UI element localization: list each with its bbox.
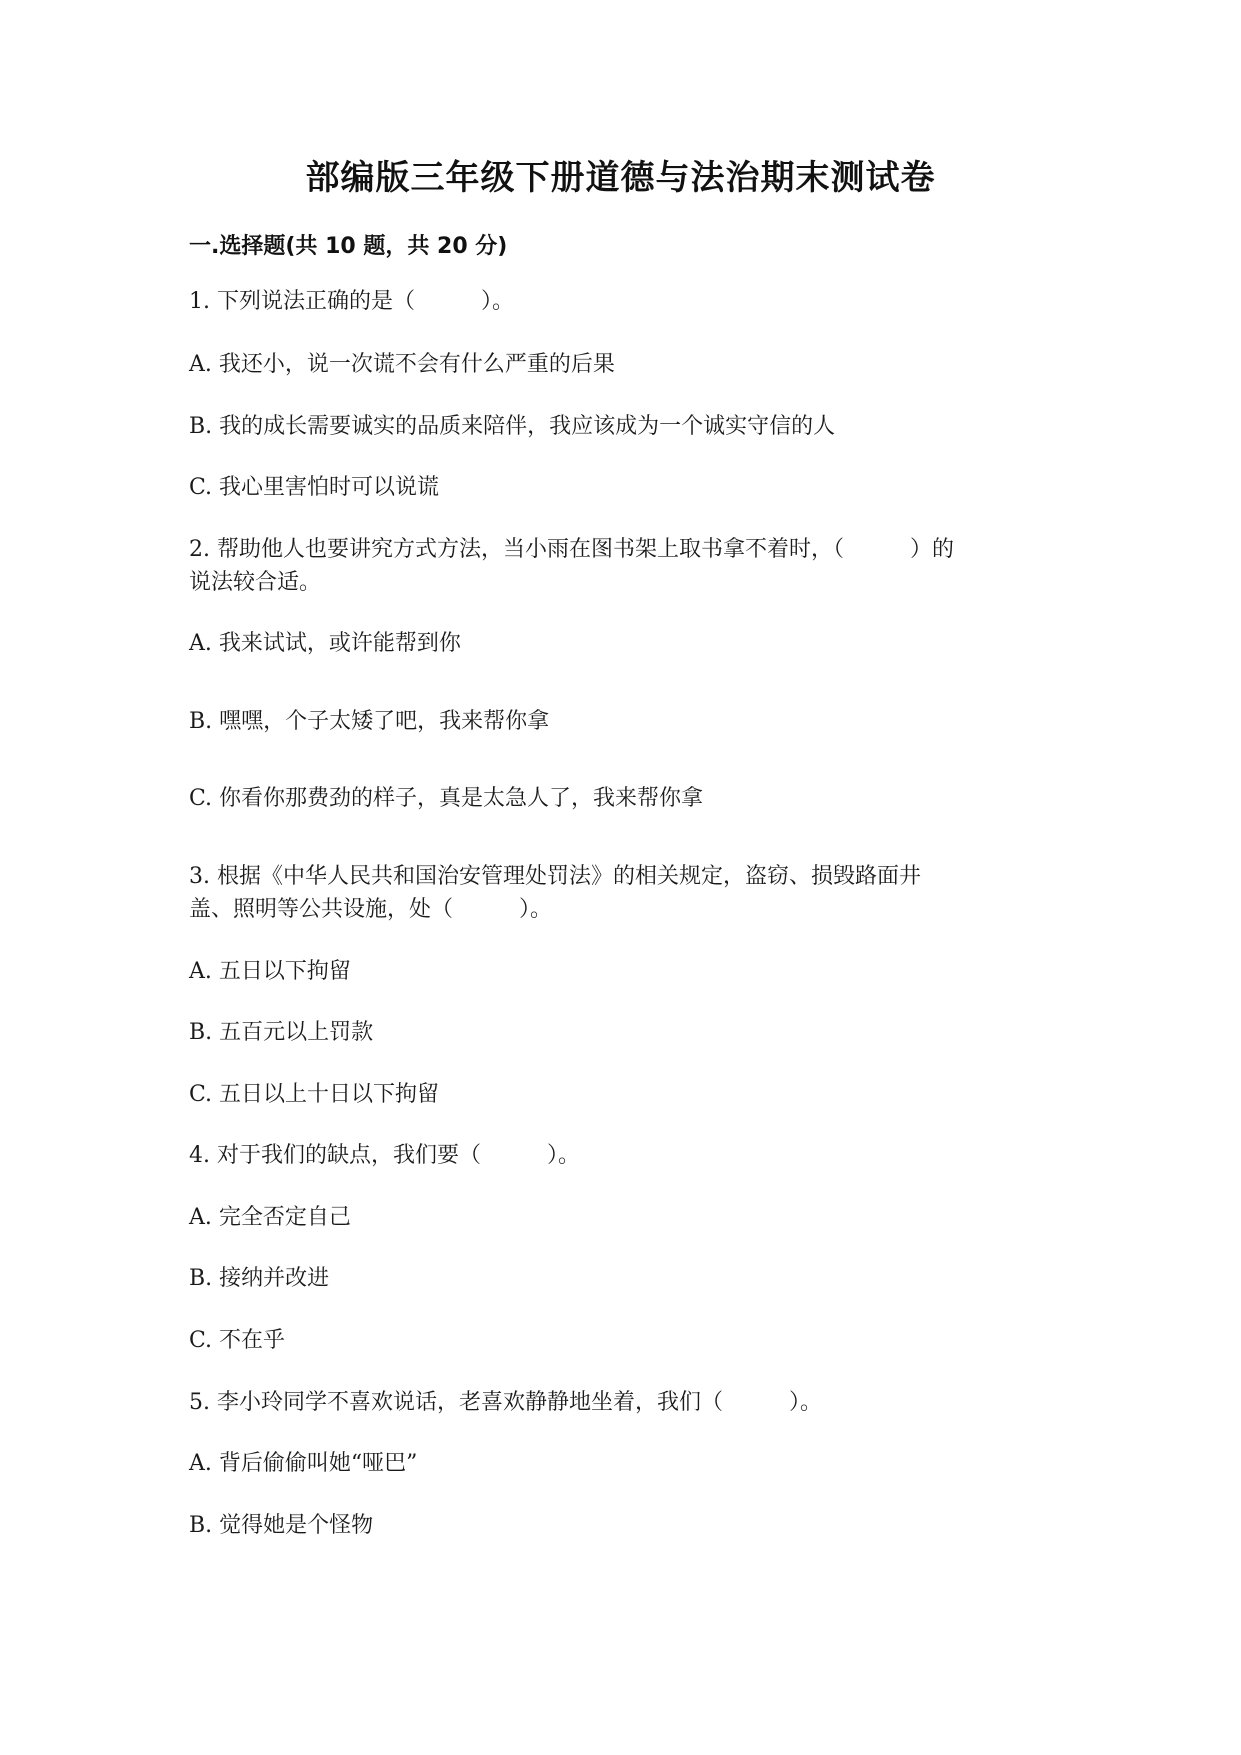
question-5-option-b: B. 觉得她是个怪物: [189, 1513, 374, 1538]
question-1-option-b: B. 我的成长需要诚实的品质来陪伴，我应该成为一个诚实守信的人: [189, 414, 836, 439]
question-4-option-c: C. 不在乎: [189, 1328, 286, 1353]
question-2-option-a: A. 我来试试，或许能帮到你: [189, 631, 461, 656]
question-2-stem-line-1: 2. 帮助他人也要讲究方式方法，当小雨在图书架上取书拿不着时，（ ）的: [189, 537, 954, 562]
question-1-option-a: A. 我还小，说一次谎不会有什么严重的后果: [189, 352, 615, 377]
question-2-option-c: C. 你看你那费劲的样子，真是太急人了，我来帮你拿: [189, 786, 704, 811]
question-3-stem-line-1: 3. 根据《中华人民共和国治安管理处罚法》的相关规定，盗窃、损毁路面井: [189, 864, 921, 889]
question-3-option-c: C. 五日以上十日以下拘留: [189, 1082, 440, 1107]
question-3-stem-line-2: 盖、照明等公共设施，处（ ）。: [189, 897, 553, 922]
question-2-stem-line-2: 说法较合适。: [189, 570, 322, 595]
question-1-stem: 1. 下列说法正确的是（ ）。: [189, 289, 514, 314]
question-3-option-a: A. 五日以下拘留: [189, 959, 351, 984]
question-5-option-a: A. 背后偷偷叫她“哑巴”: [189, 1451, 418, 1476]
question-3-option-b: B. 五百元以上罚款: [189, 1020, 374, 1045]
question-4-option-a: A. 完全否定自己: [189, 1205, 351, 1230]
section-heading: 一.选择题(共 10 题，共 20 分): [189, 234, 508, 259]
question-4-option-b: B. 接纳并改进: [189, 1266, 330, 1291]
exam-title: 部编版三年级下册道德与法治期末测试卷: [305, 158, 936, 198]
question-1-option-c: C. 我心里害怕时可以说谎: [189, 475, 440, 500]
question-5-stem: 5. 李小玲同学不喜欢说话，老喜欢静静地坐着，我们（ ）。: [189, 1390, 822, 1415]
question-2-option-b: B. 嘿嘿，个子太矮了吧，我来帮你拿: [189, 709, 550, 734]
question-4-stem: 4. 对于我们的缺点，我们要（ ）。: [189, 1143, 580, 1168]
